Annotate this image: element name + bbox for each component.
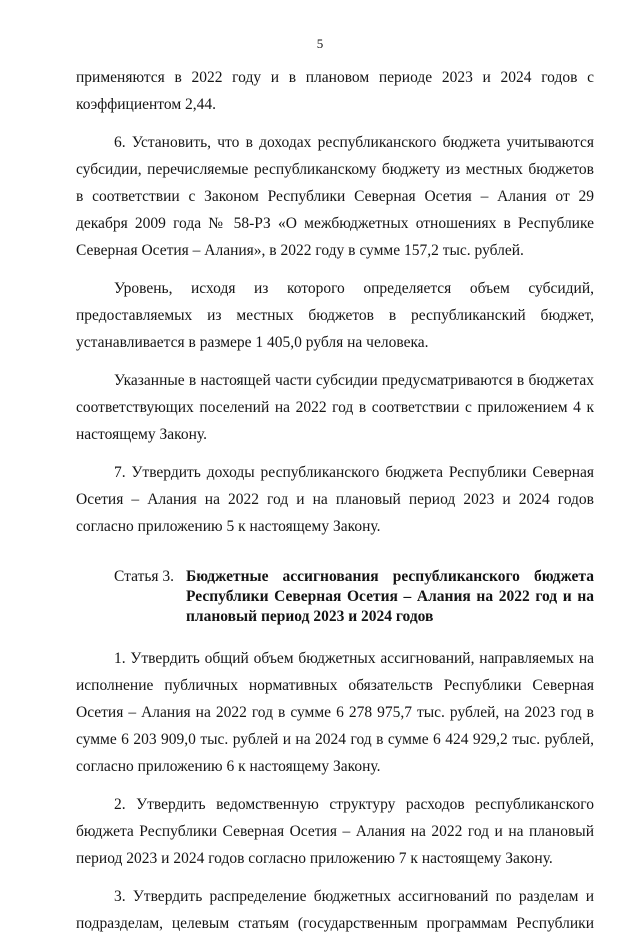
document-body [76, 64, 594, 937]
article-title: Бюджетные ассигнования республиканского бюджета Республики Северная Осетия – Алания на 2022 год и на плановый период 2023 и 2024 годов [186, 568, 594, 625]
paragraph-item-6: 6. Установить, что в доходах республиканского бюджета учитываются субсидии, перечисляемые республиканскому бюджету из местных бюджетов в соответствии с Законом Республики Северная Осетия – Алания от 29 декабря 2009 года № 58-РЗ «О межбюджетных отношениях в Республике Северная Осетия – Алания», в 2022 году в сумме 157,2 тыс. рублей. [76, 134, 594, 259]
article-paragraph-2: 2. Утвердить ведомственную структуру расходов республиканского бюджета Республики Северная Осетия – Алания на 2022 год и на плановый период 2023 и 2024 годов согласно приложению 7 к настоящему Закону. [76, 796, 594, 867]
paragraph-continuation: применяются в 2022 году и в плановом периоде 2023 и 2024 годов с коэффициентом 2,44. [76, 69, 594, 113]
article-heading [76, 567, 594, 627]
article-label: Статья 3. [114, 568, 175, 585]
article-paragraph-3-line-1: 3. Утвердить распределение бюджетных ассигнований по разделам и [114, 888, 594, 905]
paragraph-subsidy-level: Уровень, исходя из которого определяется объем субсидий, предоставляемых из местных бюджетов в республиканский бюджет, устанавливается в размере 1 405,0 рубля на человека. [76, 280, 594, 351]
paragraph-subsidy-note: Указанные в настоящей части субсидии предусматриваются в бюджетах соответствующих поселений на 2022 год в соответствии с приложением 4 к настоящему Закону. [76, 372, 594, 443]
article-paragraph-1: 1. Утвердить общий объем бюджетных ассигнований, направляемых на исполнение публичных нормативных обязательств Республики Северная Осетия – Алания на 2022 год в сумме 6 278 975,7 тыс. рублей, на 2023 год в сумме 6 203 909,0 тыс. рублей и на 2024 год в сумме 6 424 929,2 тыс. рублей, согласно приложению 6 к настоящему Закону. [76, 650, 594, 775]
paragraph-item-7: 7. Утвердить доходы республиканского бюджета Республики Северная Осетия – Алания на 2022 год и на плановый период 2023 и 2024 годов согласно приложению 5 к настоящему Закону. [76, 464, 594, 535]
page-number: 5 [316, 36, 324, 51]
article-paragraph-3-line-2: подразделам, целевым статьям (государственным программам Республики [76, 915, 594, 932]
